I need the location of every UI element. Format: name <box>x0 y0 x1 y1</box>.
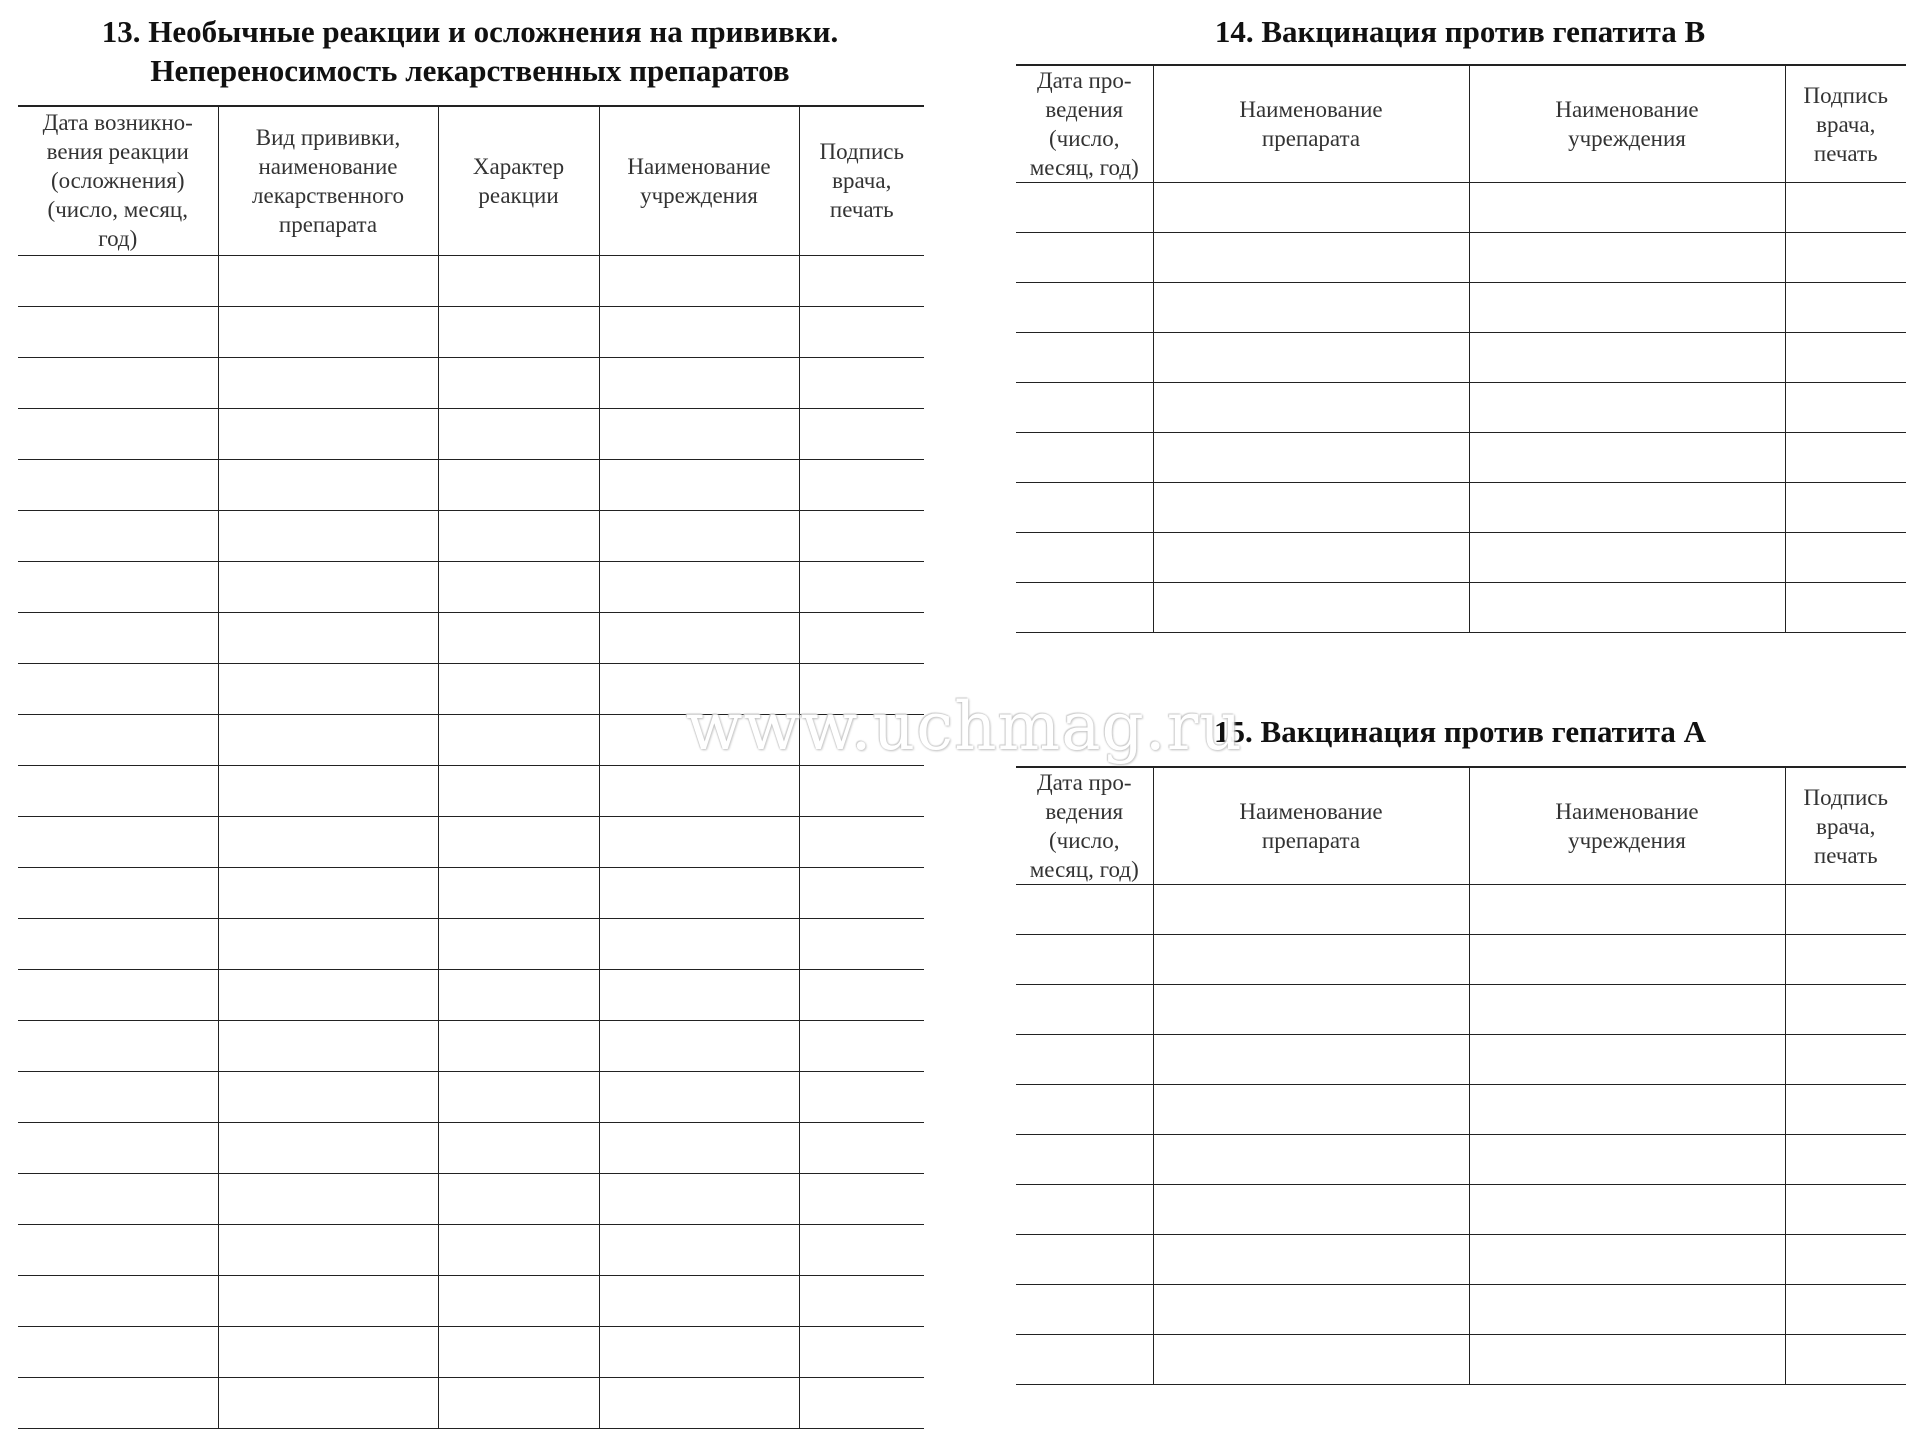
table-row <box>1016 333 1906 383</box>
table-cell <box>18 612 218 663</box>
table-cell <box>1153 483 1469 533</box>
column-header-institution: Наименование учреждения <box>1469 65 1785 183</box>
table-cell <box>218 408 438 459</box>
table-row <box>1016 1335 1906 1385</box>
table-cell <box>18 1377 218 1428</box>
table-row <box>18 561 924 612</box>
table-cell <box>18 816 218 867</box>
table-header-row <box>18 106 924 255</box>
table-cell <box>599 612 799 663</box>
table-cell <box>18 714 218 765</box>
table-cell <box>1469 233 1785 283</box>
table-cell <box>799 1020 924 1071</box>
table-cell <box>438 357 599 408</box>
table-cell <box>599 969 799 1020</box>
table-cell <box>1469 283 1785 333</box>
column-header-institution: Наименование учреждения <box>1469 767 1785 885</box>
table-cell <box>1153 1035 1469 1085</box>
column-header-preparation: Наименование препарата <box>1153 65 1469 183</box>
table-cell <box>799 255 924 306</box>
table-cell <box>218 816 438 867</box>
table-row <box>18 918 924 969</box>
table-cell <box>18 1020 218 1071</box>
table-cell <box>1016 1235 1153 1285</box>
table-row <box>1016 1285 1906 1335</box>
hepatitis-a-table <box>1016 766 1906 1385</box>
table-cell <box>1153 583 1469 633</box>
table-cell <box>218 1071 438 1122</box>
table-cell <box>1785 583 1906 633</box>
table-cell <box>799 1122 924 1173</box>
table-row <box>1016 233 1906 283</box>
table-row <box>18 1377 924 1428</box>
table-cell <box>799 969 924 1020</box>
table-row <box>1016 583 1906 633</box>
table-row <box>18 408 924 459</box>
table-cell <box>18 1122 218 1173</box>
section-15-title: 15. Вакцинация против гепатита А <box>1214 714 1706 749</box>
table-cell <box>18 1173 218 1224</box>
table-cell <box>438 459 599 510</box>
table-cell <box>438 1326 599 1377</box>
table-cell <box>1785 1185 1906 1235</box>
table-cell <box>438 1071 599 1122</box>
table-cell <box>799 1377 924 1428</box>
table-cell <box>799 459 924 510</box>
table-cell <box>18 663 218 714</box>
table-cell <box>1785 283 1906 333</box>
table-cell <box>1785 985 1906 1035</box>
table-cell <box>799 510 924 561</box>
table-row <box>18 1122 924 1173</box>
table-cell <box>599 1224 799 1275</box>
table-cell <box>799 1071 924 1122</box>
table-cell <box>1469 533 1785 583</box>
column-header-reaction-kind: Характер реакции <box>438 106 599 255</box>
table-cell <box>218 918 438 969</box>
table-cell <box>438 816 599 867</box>
table-cell <box>1153 985 1469 1035</box>
table-cell <box>799 1275 924 1326</box>
table-cell <box>1469 433 1785 483</box>
table-row <box>18 1275 924 1326</box>
table-cell <box>1016 885 1153 935</box>
table-cell <box>1469 1335 1785 1385</box>
table-cell <box>1469 1285 1785 1335</box>
hepatitis-b-table <box>1016 64 1906 633</box>
table-cell <box>1016 1185 1153 1235</box>
table-cell <box>218 1122 438 1173</box>
table-cell <box>1016 1035 1153 1085</box>
table-cell <box>1785 1085 1906 1135</box>
table-cell <box>1469 935 1785 985</box>
table-cell <box>599 765 799 816</box>
table-row <box>1016 935 1906 985</box>
table-cell <box>1469 183 1785 233</box>
table-cell <box>1469 583 1785 633</box>
table-cell <box>599 867 799 918</box>
table-cell <box>438 1377 599 1428</box>
table-cell <box>599 561 799 612</box>
table-cell <box>218 357 438 408</box>
table-cell <box>1785 1035 1906 1085</box>
table-cell <box>218 1326 438 1377</box>
table-cell <box>438 306 599 357</box>
table-cell <box>1469 483 1785 533</box>
table-cell <box>1153 183 1469 233</box>
table-cell <box>218 1020 438 1071</box>
table-cell <box>599 1275 799 1326</box>
table-row <box>18 612 924 663</box>
table-row <box>1016 433 1906 483</box>
table-cell <box>799 357 924 408</box>
table-cell <box>18 918 218 969</box>
table-cell <box>18 1275 218 1326</box>
table-cell <box>438 1173 599 1224</box>
table-cell <box>599 1020 799 1071</box>
table-cell <box>1153 1335 1469 1385</box>
table-cell <box>1016 233 1153 283</box>
table-cell <box>1469 1035 1785 1085</box>
table-cell <box>218 1275 438 1326</box>
table-cell <box>18 561 218 612</box>
table-cell <box>218 255 438 306</box>
table-row <box>1016 1085 1906 1135</box>
table-cell <box>218 867 438 918</box>
table-row <box>1016 183 1906 233</box>
column-header-doctor-signature: Подпись врача, печать <box>1785 65 1906 183</box>
table-cell <box>599 1173 799 1224</box>
table-cell <box>1153 383 1469 433</box>
table-row <box>18 306 924 357</box>
table-cell <box>599 1377 799 1428</box>
table-cell <box>799 867 924 918</box>
table-cell <box>1469 1185 1785 1235</box>
table-cell <box>1016 533 1153 583</box>
table-cell <box>218 969 438 1020</box>
table-cell <box>438 255 599 306</box>
table-row <box>18 765 924 816</box>
table-cell <box>799 1326 924 1377</box>
column-header-preparation: Наименование препарата <box>1153 767 1469 885</box>
table-cell <box>1469 383 1785 433</box>
table-cell <box>18 408 218 459</box>
table-row <box>18 255 924 306</box>
table-cell <box>1153 1185 1469 1235</box>
table-cell <box>18 357 218 408</box>
table-cell <box>1785 1135 1906 1185</box>
column-header-institution: Наименование учреждения <box>599 106 799 255</box>
table-cell <box>1153 1085 1469 1135</box>
table-cell <box>799 918 924 969</box>
watermark: www.uchmag.ru <box>686 688 1243 765</box>
table-row <box>18 510 924 561</box>
table-cell <box>18 306 218 357</box>
table-cell <box>599 357 799 408</box>
table-row <box>1016 533 1906 583</box>
table-cell <box>438 969 599 1020</box>
table-cell <box>599 255 799 306</box>
table-cell <box>1785 885 1906 935</box>
table-row <box>1016 383 1906 433</box>
column-header-doctor-signature: Подпись врача, печать <box>1785 767 1906 885</box>
table-cell <box>1153 333 1469 383</box>
column-header-reaction-date: Дата возникно- вения реакции (осложнения) (число, месяц, год) <box>18 106 218 255</box>
table-cell <box>218 765 438 816</box>
table-cell <box>1016 935 1153 985</box>
table-cell <box>18 459 218 510</box>
table-cell <box>599 1122 799 1173</box>
table-cell <box>1153 233 1469 283</box>
table-cell <box>438 765 599 816</box>
table-cell <box>218 612 438 663</box>
table-cell <box>1785 533 1906 583</box>
table-row <box>18 1020 924 1071</box>
table-row <box>1016 483 1906 533</box>
table-cell <box>1016 483 1153 533</box>
table-cell <box>1016 1285 1153 1335</box>
table-cell <box>599 306 799 357</box>
table-cell <box>18 1224 218 1275</box>
table-row <box>18 1224 924 1275</box>
table-row <box>1016 283 1906 333</box>
table-cell <box>18 510 218 561</box>
table-cell <box>1153 1235 1469 1285</box>
table-cell <box>1469 985 1785 1035</box>
table-cell <box>18 969 218 1020</box>
table-cell <box>438 1275 599 1326</box>
table-cell <box>1469 1085 1785 1135</box>
table-row <box>1016 985 1906 1035</box>
table-cell <box>438 918 599 969</box>
table-row <box>18 357 924 408</box>
table-cell <box>18 1326 218 1377</box>
table-cell <box>1785 1335 1906 1385</box>
table-cell <box>218 714 438 765</box>
table-cell <box>1785 935 1906 985</box>
table-header-row <box>1016 65 1906 183</box>
column-header-date: Дата про- ведения (число, месяц, год) <box>1016 767 1153 885</box>
table-cell <box>1785 183 1906 233</box>
table-cell <box>1016 1085 1153 1135</box>
table-cell <box>1153 885 1469 935</box>
table-cell <box>1469 1135 1785 1185</box>
table-cell <box>1016 333 1153 383</box>
table-cell <box>599 459 799 510</box>
table-cell <box>1785 433 1906 483</box>
table-cell <box>438 1122 599 1173</box>
table-cell <box>599 1326 799 1377</box>
table-cell <box>438 510 599 561</box>
table-cell <box>1153 935 1469 985</box>
table-cell <box>1016 583 1153 633</box>
table-cell <box>1153 533 1469 583</box>
table-row <box>1016 1035 1906 1085</box>
table-cell <box>1153 1285 1469 1335</box>
table-header-row <box>1016 767 1906 885</box>
table-cell <box>218 1173 438 1224</box>
table-cell <box>438 867 599 918</box>
table-cell <box>1016 283 1153 333</box>
table-cell <box>599 408 799 459</box>
table-cell <box>438 408 599 459</box>
table-cell <box>1469 333 1785 383</box>
table-row <box>1016 1235 1906 1285</box>
table-cell <box>599 510 799 561</box>
table-cell <box>218 1224 438 1275</box>
table-row <box>18 1326 924 1377</box>
section-13-title-line1: 13. Необычные реакции и осложнения на прививки. <box>101 14 839 49</box>
table-row <box>18 1071 924 1122</box>
table-cell <box>1016 985 1153 1035</box>
table-cell <box>799 306 924 357</box>
table-cell <box>799 561 924 612</box>
table-cell <box>1785 1235 1906 1285</box>
table-cell <box>599 918 799 969</box>
table-cell <box>1785 483 1906 533</box>
table-cell <box>1153 1135 1469 1185</box>
section-13-title-line2: Непереносимость лекарственных препаратов <box>150 53 790 88</box>
table-row <box>1016 885 1906 935</box>
table-row <box>1016 1135 1906 1185</box>
table-cell <box>599 1071 799 1122</box>
table-cell <box>1153 283 1469 333</box>
table-cell <box>438 714 599 765</box>
table-cell <box>218 459 438 510</box>
table-cell <box>18 255 218 306</box>
table-cell <box>18 867 218 918</box>
column-header-vaccine-type: Вид прививки, наименование лекарственного препарата <box>218 106 438 255</box>
table-cell <box>799 816 924 867</box>
table-cell <box>1785 333 1906 383</box>
table-cell <box>1785 1285 1906 1335</box>
table-cell <box>438 663 599 714</box>
table-cell <box>218 663 438 714</box>
table-cell <box>799 1224 924 1275</box>
table-row <box>18 1173 924 1224</box>
table-cell <box>438 1020 599 1071</box>
table-row <box>18 816 924 867</box>
table-cell <box>1016 183 1153 233</box>
table-cell <box>218 510 438 561</box>
table-cell <box>1785 233 1906 283</box>
table-cell <box>1016 1135 1153 1185</box>
table-cell <box>799 1173 924 1224</box>
section-14-title: 14. Вакцинация против гепатита В <box>1214 14 1706 49</box>
table-cell <box>1785 383 1906 433</box>
table-cell <box>799 408 924 459</box>
table-cell <box>1469 885 1785 935</box>
table-cell <box>438 561 599 612</box>
table-cell <box>18 765 218 816</box>
table-cell <box>218 561 438 612</box>
table-cell <box>799 765 924 816</box>
table-cell <box>438 612 599 663</box>
table-row <box>1016 1185 1906 1235</box>
reactions-table <box>18 105 924 1429</box>
table-cell <box>218 1377 438 1428</box>
table-cell <box>218 306 438 357</box>
table-cell <box>599 816 799 867</box>
table-row <box>18 969 924 1020</box>
table-cell <box>1469 1235 1785 1285</box>
table-cell <box>1016 1335 1153 1385</box>
table-cell <box>18 1071 218 1122</box>
table-cell <box>1016 383 1153 433</box>
table-cell <box>1153 433 1469 483</box>
column-header-date: Дата про- ведения (число, месяц, год) <box>1016 65 1153 183</box>
table-cell <box>438 1224 599 1275</box>
table-cell <box>799 612 924 663</box>
table-row <box>18 867 924 918</box>
section-13-title <box>0 12 940 90</box>
table-row <box>18 459 924 510</box>
column-header-doctor-signature: Подпись врача, печать <box>799 106 924 255</box>
table-cell <box>1016 433 1153 483</box>
